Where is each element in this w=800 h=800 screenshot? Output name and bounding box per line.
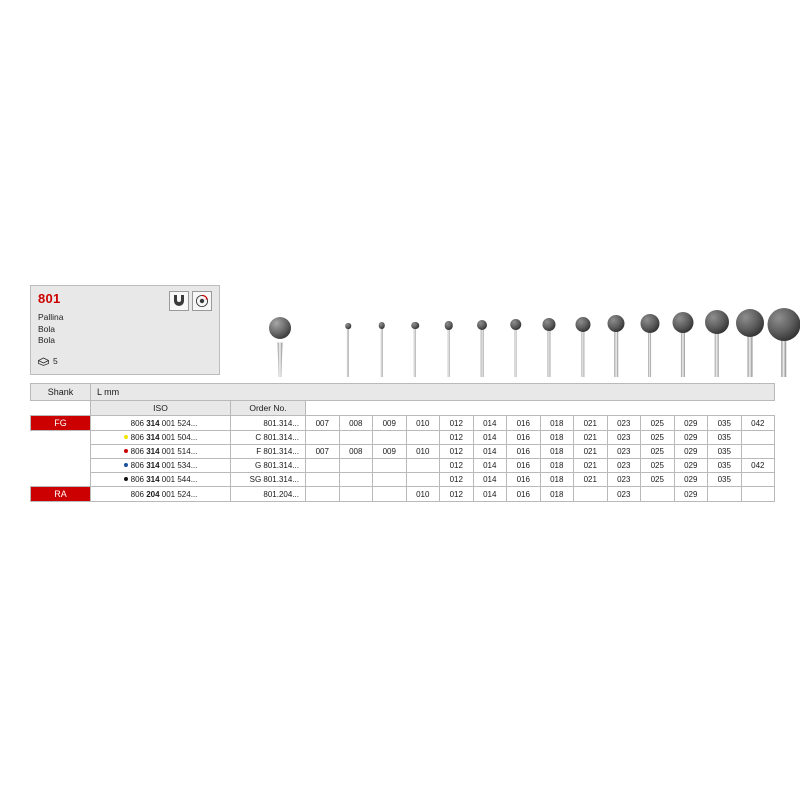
size-value: 018: [540, 487, 574, 502]
iso-code-group: 314: [146, 461, 160, 470]
bur-figure: [436, 287, 462, 377]
shank-badge: RA: [31, 487, 91, 502]
shank-empty: [31, 445, 91, 459]
size-empty: [406, 459, 440, 473]
size-value: 008: [339, 445, 373, 459]
product-code: 801: [38, 291, 61, 306]
iso-code: 806 204 001 524...: [91, 487, 231, 502]
product-info-box: [30, 285, 220, 375]
size-value: 018: [540, 459, 574, 473]
size-value: 012: [440, 431, 474, 445]
size-value: 016: [507, 473, 541, 487]
iso-code: 806 314 001 524...: [91, 416, 231, 431]
bur-head: [608, 315, 625, 332]
bur-head: [673, 312, 694, 333]
size-value: 014: [473, 487, 507, 502]
size-value: 016: [507, 416, 541, 431]
size-value: 016: [507, 431, 541, 445]
size-empty: [339, 487, 373, 502]
bur-shaft: [347, 327, 349, 377]
table-row: [31, 459, 775, 473]
shank-empty: [31, 459, 91, 473]
pack-quantity: [38, 356, 58, 368]
size-value: 042: [741, 459, 775, 473]
iso-code: 806 314 001 534...: [91, 459, 231, 473]
table-row: [31, 487, 775, 502]
table-row: [31, 431, 775, 445]
size-value: 012: [440, 445, 474, 459]
size-value: 014: [473, 473, 507, 487]
iso-code: 806 314 001 544...: [91, 473, 231, 487]
iso-code-group: 314: [146, 447, 160, 456]
bur-head: [345, 323, 351, 329]
order-number: G 801.314...: [231, 459, 306, 473]
bur-head: [378, 322, 385, 329]
size-value: 035: [708, 445, 742, 459]
size-empty: [373, 431, 407, 445]
bur-shaft: [614, 327, 618, 377]
size-value: 021: [574, 473, 608, 487]
bur-shaft: [514, 327, 517, 377]
product-name-es: Bola: [38, 323, 56, 334]
bur-head: [767, 308, 800, 341]
size-value: 023: [607, 473, 641, 487]
bur-figure: [737, 287, 763, 377]
bur-head: [477, 320, 487, 330]
bur-figure: [570, 287, 596, 377]
table-header-sub: [31, 401, 775, 416]
size-value: 025: [641, 445, 675, 459]
header-sizes-spacer: [306, 401, 775, 416]
shape-icon-group: [169, 291, 212, 311]
bur-shaft: [648, 327, 652, 377]
bur-figure: [771, 287, 797, 377]
iso-code-group: 314: [146, 433, 160, 442]
iso-code-group: 314: [146, 418, 160, 428]
size-empty: [708, 487, 742, 502]
size-value: 007: [306, 416, 340, 431]
size-value: 009: [373, 416, 407, 431]
bur-head: [736, 309, 764, 337]
size-empty: [641, 487, 675, 502]
bur-shaft: [278, 335, 283, 377]
size-value: 016: [507, 459, 541, 473]
size-value: 029: [674, 487, 708, 502]
header-iso: ISO: [91, 401, 231, 416]
pack-quantity-value: 5: [53, 356, 58, 366]
size-value: 014: [473, 459, 507, 473]
order-number: F 801.314...: [231, 445, 306, 459]
bur-figure: [637, 287, 663, 377]
size-value: 025: [641, 416, 675, 431]
size-value: 021: [574, 416, 608, 431]
bur-head: [411, 322, 419, 330]
product-names: [38, 312, 64, 347]
bur-figure: [469, 287, 495, 377]
bur-head: [269, 317, 291, 339]
size-empty: [373, 459, 407, 473]
size-value: 042: [741, 416, 775, 431]
table-header-top: [31, 384, 775, 401]
bur-shaft: [414, 327, 416, 377]
grit-dot-icon: [124, 477, 128, 481]
bur-figure: [369, 287, 395, 377]
table-row: [31, 473, 775, 487]
order-number: 801.314...: [231, 416, 306, 431]
size-value: 021: [574, 459, 608, 473]
size-value: 008: [339, 416, 373, 431]
bur-figure: [603, 287, 629, 377]
size-value: 029: [674, 431, 708, 445]
size-empty: [741, 473, 775, 487]
bur-shaft: [447, 327, 450, 377]
bur-head: [705, 310, 729, 334]
bur-shape-icon: [169, 291, 189, 311]
iso-code: 806 314 001 514...: [91, 445, 231, 459]
size-empty: [339, 459, 373, 473]
order-number: C 801.314...: [231, 431, 306, 445]
size-empty: [306, 487, 340, 502]
size-empty: [339, 431, 373, 445]
header-order-no: Order No.: [231, 401, 306, 416]
bur-head: [510, 319, 522, 331]
size-value: 035: [708, 431, 742, 445]
size-value: 018: [540, 473, 574, 487]
bur-rotation-icon: [192, 291, 212, 311]
size-value: 023: [607, 431, 641, 445]
size-value: 023: [607, 459, 641, 473]
grit-dot-icon: [124, 435, 128, 439]
size-value: 016: [507, 445, 541, 459]
size-value: 025: [641, 459, 675, 473]
size-empty: [339, 473, 373, 487]
size-empty: [306, 473, 340, 487]
grit-dot-icon: [124, 449, 128, 453]
size-value: 023: [607, 487, 641, 502]
size-value: 016: [507, 487, 541, 502]
grit-dot-icon: [124, 463, 128, 467]
size-value: 012: [440, 416, 474, 431]
size-empty: [406, 473, 440, 487]
size-value: 014: [473, 445, 507, 459]
size-value: 012: [440, 473, 474, 487]
product-sheet: [30, 285, 775, 502]
product-name-pt: Bola: [38, 335, 56, 345]
bur-shaft: [380, 327, 382, 377]
table-body: [31, 416, 775, 502]
size-value: 025: [641, 473, 675, 487]
grit-dot-icon: [124, 492, 128, 496]
size-value: 014: [473, 431, 507, 445]
table-row: [31, 416, 775, 431]
size-value: 021: [574, 431, 608, 445]
bur-illustration-strip: [230, 285, 775, 377]
table-row: [31, 445, 775, 459]
size-value: 007: [306, 445, 340, 459]
size-value: 010: [406, 416, 440, 431]
order-number: 801.204...: [231, 487, 306, 502]
size-value: 029: [674, 416, 708, 431]
header-spacer: [31, 401, 91, 416]
bur-shaft: [547, 327, 550, 377]
size-empty: [306, 459, 340, 473]
bur-shaft: [481, 327, 484, 377]
size-empty: [373, 473, 407, 487]
bur-figure: [704, 287, 730, 377]
bur-shaft: [681, 327, 685, 377]
size-value: 023: [607, 445, 641, 459]
bur-head: [575, 317, 590, 332]
size-value: 035: [708, 459, 742, 473]
order-number: SG 801.314...: [231, 473, 306, 487]
bur-head: [444, 321, 453, 330]
size-value: 018: [540, 416, 574, 431]
bur-shaft: [581, 327, 584, 377]
bur-figure: [402, 287, 428, 377]
illustration-area: [30, 285, 775, 383]
bur-figure: [536, 287, 562, 377]
size-value: 029: [674, 445, 708, 459]
grit-dot-icon: [124, 421, 128, 425]
size-value: 023: [607, 416, 641, 431]
bur-head: [640, 314, 659, 333]
bur-figure: [670, 287, 696, 377]
size-value: 014: [473, 416, 507, 431]
size-value: 035: [708, 416, 742, 431]
size-empty: [373, 487, 407, 502]
header-shank: Shank: [31, 384, 91, 401]
bur-figure-large: [265, 287, 295, 377]
size-value: 029: [674, 459, 708, 473]
size-value: 018: [540, 431, 574, 445]
size-empty: [406, 431, 440, 445]
size-value: 025: [641, 431, 675, 445]
size-value: 018: [540, 445, 574, 459]
header-lmm: L mm: [91, 384, 775, 401]
iso-code-group: 204: [146, 489, 160, 499]
size-value: 010: [406, 487, 440, 502]
iso-code-group: 314: [146, 475, 160, 484]
bur-head: [543, 318, 556, 331]
size-value: 035: [708, 473, 742, 487]
size-value: 010: [406, 445, 440, 459]
bur-figure: [503, 287, 529, 377]
size-empty: [741, 487, 775, 502]
size-empty: [574, 487, 608, 502]
size-value: 021: [574, 445, 608, 459]
size-value: 012: [440, 459, 474, 473]
shank-badge: FG: [31, 416, 91, 431]
size-value: 012: [440, 487, 474, 502]
box-icon: [38, 357, 49, 368]
reference-table: [30, 383, 775, 502]
shank-empty: [31, 431, 91, 445]
size-value: 009: [373, 445, 407, 459]
iso-code: 806 314 001 504...: [91, 431, 231, 445]
size-empty: [306, 431, 340, 445]
shank-empty: [31, 473, 91, 487]
product-name-it: Pallina: [38, 312, 64, 322]
size-empty: [741, 431, 775, 445]
size-empty: [741, 445, 775, 459]
bur-shaft: [714, 327, 719, 377]
size-value: 029: [674, 473, 708, 487]
bur-figure: [335, 287, 361, 377]
